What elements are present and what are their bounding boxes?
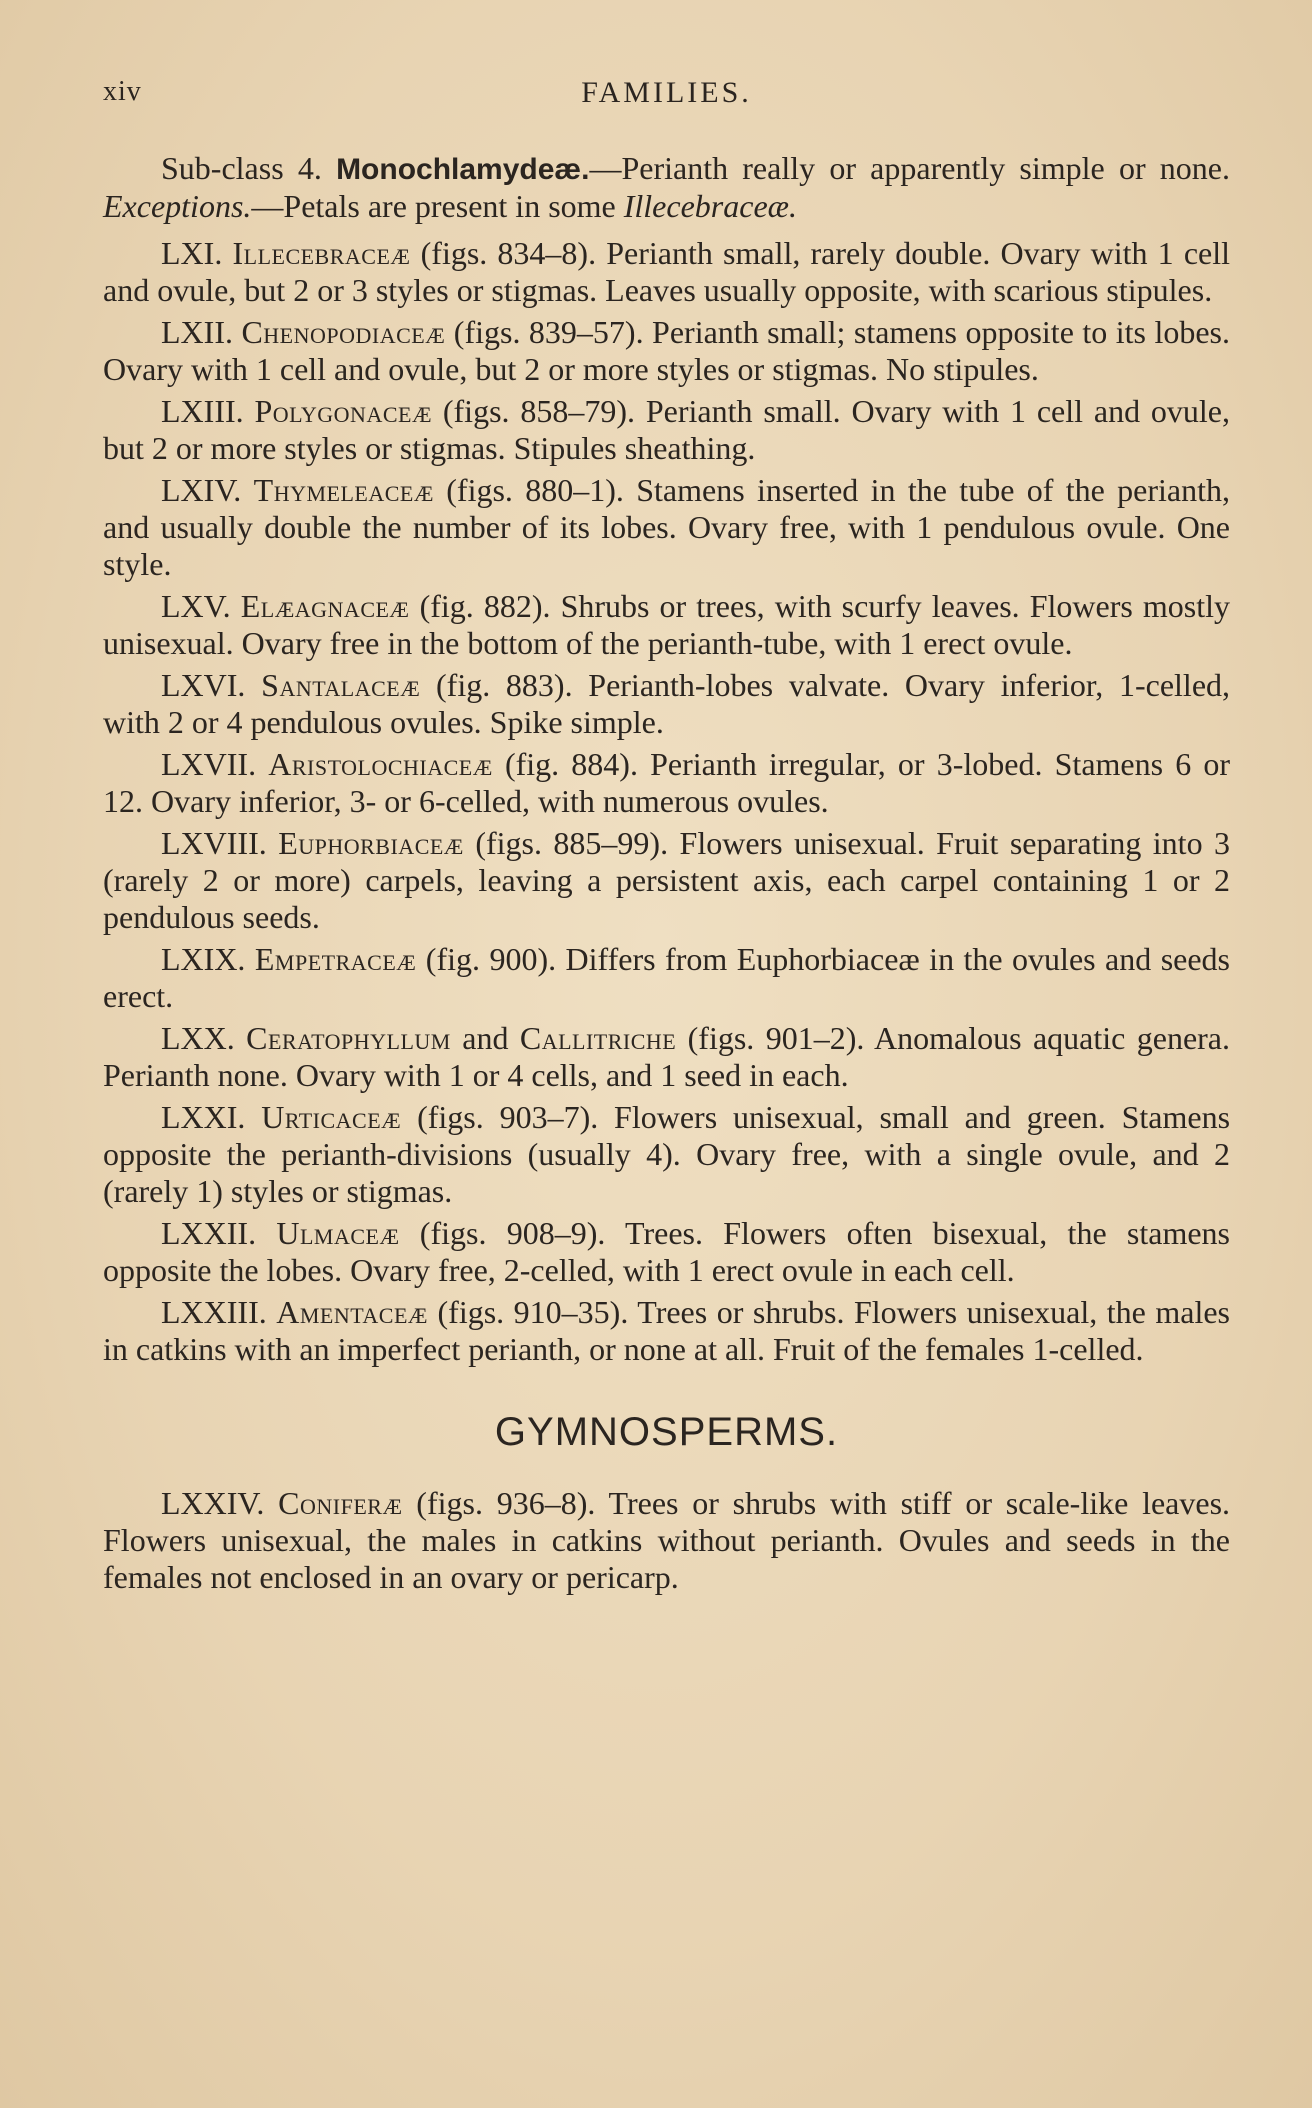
- exceptions-text: —Petals are present in some: [251, 188, 616, 224]
- exceptions-family: Illecebraceæ.: [623, 188, 797, 224]
- family-name: Urticaceæ: [261, 1099, 402, 1135]
- family-entry: [103, 746, 1230, 820]
- family-numeral: LXV.: [161, 588, 231, 624]
- family-entry: [103, 667, 1230, 741]
- family-name: Empetraceæ: [254, 941, 417, 977]
- family-entry: [103, 393, 1230, 467]
- family-description: (fig. 882). Shrubs or trees, with scurfy leaves. Flowers mostly unisexual. Ovary free in the bottom of the perianth-tube, with 1 erect ovule.: [103, 588, 1231, 661]
- family-description: (figs. 858–79). Perianth small. Ovary with 1 cell and ovule, but 2 or more styles or stigmas. Stipules sheathing.: [103, 393, 1231, 466]
- family-description: (figs. 936–8). Trees or shrubs with stiff or scale-like leaves. Flowers unisexual, the males in catkins without perianth. Ovules and seeds in the females not enclosed in an ovary or pericarp.: [103, 1485, 1231, 1595]
- family-numeral: LXXIV.: [161, 1485, 265, 1521]
- family-entry: [103, 314, 1230, 388]
- family-description: (figs. 901–2). Anomalous aquatic genera. Perianth none. Ovary with 1 or 4 cells, and 1 seed in each.: [103, 1020, 1231, 1093]
- family-numeral: LXXII.: [161, 1215, 257, 1251]
- family-name: Thymeleaceæ: [253, 472, 434, 508]
- family-entry: [103, 1485, 1230, 1596]
- subclass-intro: [103, 150, 1230, 225]
- family-entry: [103, 825, 1230, 936]
- family-description: (fig. 884). Perianth irregular, or 3-lobed. Stamens 6 or 12. Ovary inferior, 3- or 6-celled, with numerous ovules.: [103, 746, 1231, 819]
- family-name: Aristolochiaceæ: [268, 746, 493, 782]
- family-name: Ceratophyllum: [246, 1020, 451, 1056]
- family-entry: [103, 1099, 1230, 1210]
- family-name: Illecebraceæ: [232, 235, 411, 271]
- family-name-connector: and: [450, 1020, 520, 1056]
- family-description: (figs. 903–7). Flowers unisexual, small and green. Stamens opposite the perianth-divisions (usually 4). Ovary free, with a single ovule, and 2 (rarely 1) styles or stigmas.: [103, 1099, 1231, 1209]
- family-description: (figs. 880–1). Stamens inserted in the tube of the perianth, and usually double the number of its lobes. Ovary free, with 1 pendulous ovule. One style.: [103, 472, 1231, 582]
- family-numeral: LXIV.: [161, 472, 242, 508]
- family-numeral: LXIII.: [161, 393, 244, 429]
- running-head: [103, 76, 1230, 116]
- family-name: Elæagnaceæ: [240, 588, 410, 624]
- family-numeral: LXVII.: [161, 746, 257, 782]
- family-numeral: LXIX.: [161, 941, 246, 977]
- family-numeral: LXII.: [161, 314, 233, 350]
- family-entry: [103, 1215, 1230, 1289]
- body-text: [103, 150, 1230, 1601]
- family-name: Chenopodiaceæ: [241, 314, 446, 350]
- family-entry: [103, 472, 1230, 583]
- family-entry: [103, 941, 1230, 1015]
- family-name: Ulmaceæ: [276, 1215, 400, 1251]
- family-numeral: LXI.: [161, 235, 223, 271]
- family-name: Euphorbiaceæ: [278, 825, 464, 861]
- family-name: Santalaceæ: [261, 667, 421, 703]
- family-numeral: LXX.: [161, 1020, 235, 1056]
- page-number: xiv: [103, 76, 142, 107]
- family-numeral: LXXI.: [161, 1099, 246, 1135]
- family-description: (fig. 900). Differs from Euphorbiaceæ in the ovules and seeds erect.: [103, 941, 1231, 1014]
- family-description: (figs. 834–8). Perianth small, rarely double. Ovary with 1 cell and ovule, but 2 or 3 styles or stigmas. Leaves usually opposite, with scarious stipules.: [103, 235, 1231, 308]
- family-description: (figs. 908–9). Trees. Flowers often bisexual, the stamens opposite the lobes. Ovary free, 2-celled, with 1 erect ovule in each cell.: [103, 1215, 1230, 1288]
- family-numeral: LXVIII.: [161, 825, 267, 861]
- family-description: (figs. 910–35). Trees or shrubs. Flowers unisexual, the males in catkins with an imperfect perianth, or none at all. Fruit of the females 1-celled.: [103, 1294, 1231, 1367]
- family-numeral: LXXIII.: [161, 1294, 267, 1330]
- subclass-description: —Perianth really or apparently simple or none.: [589, 150, 1231, 186]
- family-numeral: LXVI.: [161, 667, 246, 703]
- family-description: (fig. 883). Perianth-lobes valvate. Ovary inferior, 1-celled, with 2 or 4 pendulous ovules. Spike simple.: [103, 667, 1231, 740]
- subclass-label: Sub-class 4.: [161, 150, 322, 186]
- family-description: (figs. 885–99). Flowers unisexual. Fruit separating into 3 (rarely 2 or more) carpels, leaving a persistent axis, each carpel containing 1 or 2 pendulous seeds.: [103, 825, 1231, 935]
- subclass-name: Monochlamydeæ.: [336, 153, 590, 186]
- exceptions-label: Exceptions.: [103, 188, 252, 224]
- family-entry: [103, 588, 1230, 662]
- family-name: Polygonaceæ: [254, 393, 433, 429]
- family-description: (figs. 839–57). Perianth small; stamens opposite to its lobes. Ovary with 1 cell and ovule, but 2 or more styles or stigmas. No stipules.: [103, 314, 1231, 387]
- family-entry: [103, 1020, 1230, 1094]
- family-entry: [103, 235, 1230, 309]
- section-heading: GYMNOSPERMS.: [494, 1410, 839, 1454]
- family-name: Coniferæ: [278, 1485, 403, 1521]
- family-name-second: Callitriche: [519, 1020, 677, 1056]
- running-title: FAMILIES.: [581, 76, 752, 109]
- family-entry: [103, 1294, 1230, 1368]
- family-name: Amentaceæ: [276, 1294, 428, 1330]
